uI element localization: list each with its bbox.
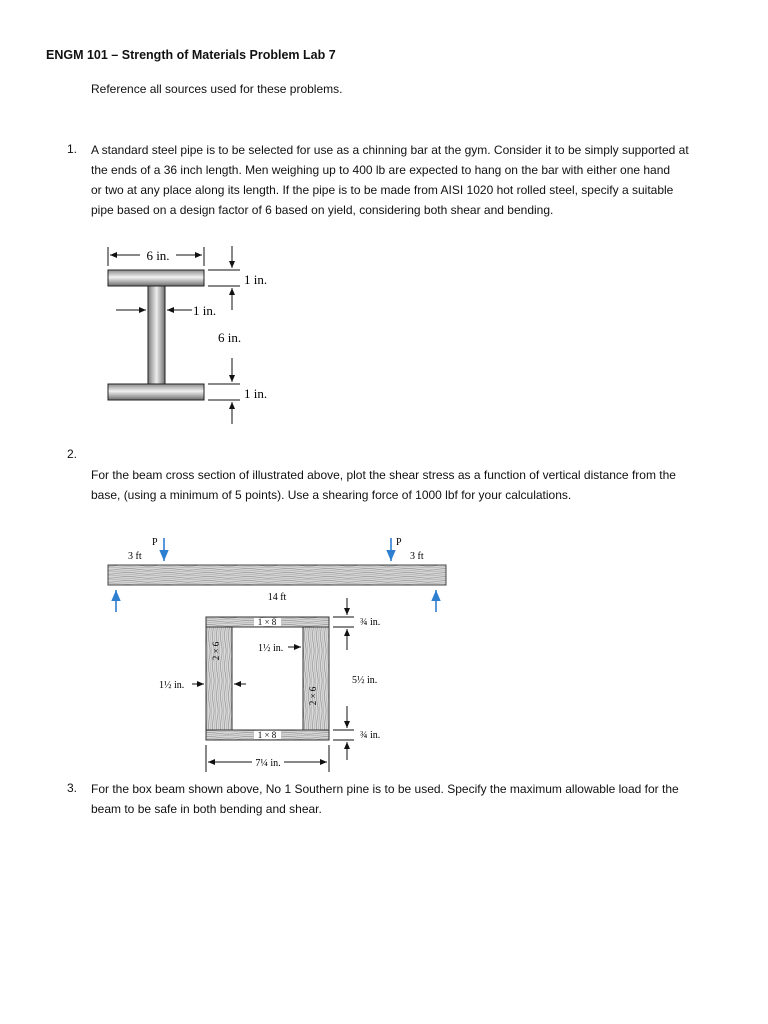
problem-1-number: 1. — [67, 142, 78, 156]
bottom-board-label: 1 × 8 — [257, 730, 277, 740]
inner-height-label: 5½ in. — [352, 675, 378, 686]
problem-3-text — [91, 779, 731, 819]
ibeam-bottom-flange — [108, 384, 204, 400]
left-wall-dim-label: 1½ in. — [159, 680, 185, 691]
problem-1-line: the ends of a 36 inch length. Men weighing up to 400 lb are expected to hang on the bar with either one hand — [91, 163, 671, 177]
load-right-label: P — [396, 537, 402, 548]
load-left-label: P — [152, 537, 158, 548]
problem-3-line: beam to be safe in both bending and shear. — [91, 802, 322, 816]
problem-1-line: A standard steel pipe is to be selected for use as a chinning bar at the gym. Consider it to be simply supported at — [91, 143, 689, 157]
ibeam-web — [148, 286, 165, 384]
top-thickness-label: ¾ in. — [360, 617, 381, 628]
problem-2-text — [91, 465, 731, 505]
ibeam-bottom-flange-thickness-label: 1 in. — [244, 386, 268, 401]
problem-1-line: pipe based on a design factor of 6 based on yield, considering both shear and bending. — [91, 203, 554, 217]
problem-3-line: For the box beam shown above, No 1 Southern pine is to be used. Specify the maximum allowable load for the — [91, 782, 679, 796]
reference-note: Reference all sources used for these problems. — [91, 82, 343, 96]
left-overhang-label: 3 ft — [128, 551, 142, 562]
bottom-thickness-label: ¾ in. — [360, 730, 381, 741]
problem-2-line: base, (using a minimum of 5 points). Use a shearing force of 1000 lbf for your calculations. — [91, 488, 572, 502]
overall-width-label: 7¼ in. — [255, 758, 281, 769]
right-overhang-label: 3 ft — [410, 551, 424, 562]
problem-3-number: 3. — [67, 781, 78, 795]
ibeam-flange-width-label: 6 in. — [146, 248, 170, 263]
ibeam-web-height-label: 6 in. — [218, 330, 242, 345]
problem-2-line: For the beam cross section of illustrated above, plot the shear stress as a function of vertical distance from the — [91, 468, 676, 482]
wood-beam — [108, 565, 446, 585]
top-board-label: 1 × 8 — [257, 617, 277, 627]
span-label: 14 ft — [267, 592, 287, 603]
inner-dim-label: 1½ in. — [258, 643, 284, 654]
problem-1-line: or two at any place along its length. If the pipe is to be made from AISI 1020 hot rolled steel, specify a suitable — [91, 183, 674, 197]
ibeam-top-flange — [108, 270, 204, 286]
left-board-label: 2 × 6 — [211, 641, 221, 661]
page-title: ENGM 101 – Strength of Materials Problem Lab 7 — [46, 48, 336, 62]
right-board-label: 2 × 6 — [308, 686, 318, 706]
problem-2-number: 2. — [67, 447, 78, 461]
ibeam-web-thickness-label: 1 in. — [193, 303, 217, 318]
box-right-board — [303, 627, 329, 730]
ibeam-top-flange-thickness-label: 1 in. — [244, 272, 268, 287]
